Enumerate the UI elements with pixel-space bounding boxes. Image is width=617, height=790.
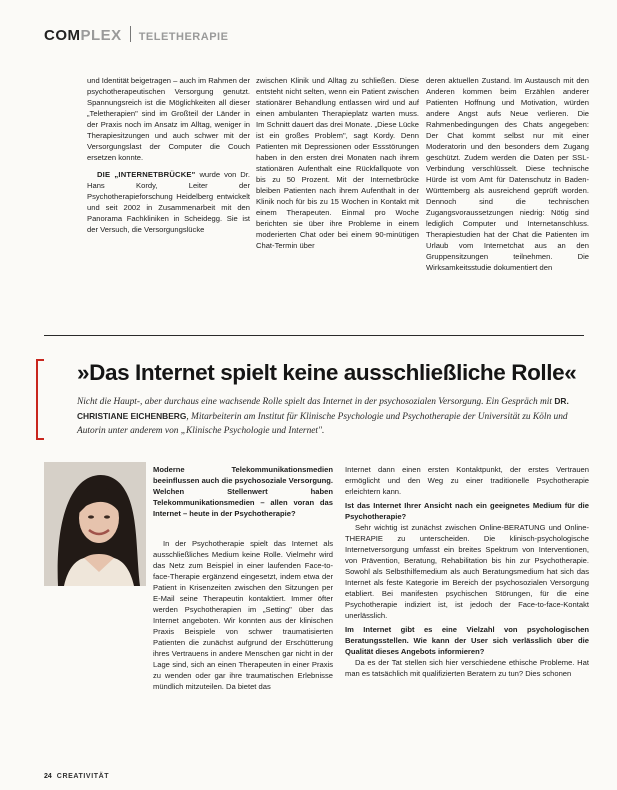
- top-column-1: [87, 75, 250, 235]
- top-col1-paragraph-1: und Identität beigetragen – auch im Rahmen der psychotherapeutischen Versorgung genutzt. Spannungsreich ist die Möglichkeiten all dieser „Teletherapien" sind im Großteil der Länder in der Praxis noch im Ansatz im Alltag, weniger in Therapiesitzungen und auch schwer mit der Versorgungslast der Computer die Couch ersetzen konnte.: [87, 76, 250, 162]
- answer-3: Da es der Tat stellen sich hier verschiedene ethische Probleme. Hat man es tatsächlich mit qualifizierten Beratern zu tun? Dies schonen: [345, 658, 589, 678]
- interviewee-name: DR. CHRISTIANE EICHENBERG: [77, 396, 569, 421]
- lead-text-2: , Mitarbeiterin am Institut für Klinische Psychologie und Psychotherapie der Universität zu Köln und Autorin unter anderem von „Klinische Psychologie und Internet".: [77, 412, 568, 436]
- question-2: Ist das Internet Ihrer Ansicht nach ein geeignetes Medium für die Psychotherapie?: [345, 501, 589, 521]
- answer-1-continued: Internet dann einen ersten Kontaktpunkt, der erstes Vertrauen ermöglicht und den Weg zu einer traditionelle Psychotherapie erleichtern kann.: [345, 465, 589, 496]
- article-title: »Das Internet spielt keine ausschließliche Rolle«: [77, 360, 577, 385]
- magazine-name: CREATIVITÄT: [56, 773, 110, 780]
- header-divider: [130, 26, 131, 42]
- interview-column-1-top: [153, 464, 333, 519]
- magazine-brand: [44, 27, 122, 44]
- top-col3-paragraph-1: deren aktuellen Zustand. Im Austausch mit den Anderen kommen beim Erzählen anderer Patienten Hoffnung und Motivation, würden andere Angst aufs Neue verlieren. Die Rahmenbedingungen des Chats angegeben: Der Chat kommt selbst nur mit einer Moderatorin und den besonders dem Zugang geschützt. Zudem werden die Daten per SSL-Verbindung verschlüsselt. Diese technische Hürde ist vom Amt für Datenschutz in Baden-Württemberg als ausreichend geprüft worden. Dennoch sind die technischen Zugangsvoraussetzungen niedrig: Nötig sind lediglich Computer und Internetanschluss. Therapiestudien hat der Chat die Patienten im Urlaub vom Internetchat aus an den Gruppensitzungen teilnehmen. Die Wirksamkeitsstudie dokumentiert den: [426, 76, 589, 272]
- article-lead: [77, 394, 587, 438]
- red-bracket-marker: [36, 359, 44, 440]
- interview-column-2: [345, 464, 589, 679]
- brand-dark: COM: [44, 27, 81, 44]
- brand-light: PLEX: [80, 27, 122, 44]
- section-rule: [44, 335, 584, 336]
- top-col2-paragraph-1: zwischen Klinik und Alltag zu schließen. Diese entsteht nicht selten, wenn ein Patient zwischen stationärer Behandlung entlassen wird und auf einen ambulanten Therapieplatz warten muss. Im Schnitt dauert das drei Monate. „Diese Lücke ist ein großes Problem", sagt Kordy. Denn Patienten mit Depressionen oder Essstörungen haben in den ersten drei Monaten nach ihrem stationären Aufenthalt eine Rückfallquote von bis zu 50 Prozent. Mit der Internetbrücke bleiben Patienten nach ihrem Aufenthalt in der Klinik noch für bis zu 15 Wochen in Kontakt mit einem Therapeuten. Einmal pro Woche berichten sie über ihre Probleme in einem moderierten Chat oder bei einem 90-minütigen Chat-Termin über: [256, 76, 419, 250]
- question-1: Moderne Telekommunikationsmedien beeinflussen auch die psychosoziale Versorgung. Welchen Stellenwert haben Telekommunikationsmedien – allen voran das Internet – heute in der Psychotherapie?: [153, 465, 333, 518]
- page-header: [44, 24, 228, 44]
- top-col1-paragraph-2: [87, 169, 250, 235]
- page-footer: [44, 773, 109, 780]
- interview-column-1-answer: [44, 538, 333, 692]
- top-column-2: [256, 75, 419, 251]
- page-number: 24: [44, 773, 52, 780]
- top-col1-paragraph-2-text: wurde von Dr. Hans Kordy, Leiter der Psychotherapieforschung Heidelberg entwickelt und seit 2002 in Zusammenarbeit mit den Panorama Fachkliniken in Scheidegg. Sie ist der Versuch, die Versorgungslücke: [87, 170, 250, 234]
- answer-1: In der Psychotherapie spielt das Internet als ausschließliches Medium keine Rolle. Vielmehr wird das Netz zum Beispiel in einer laufenden Face-to-face-Therapie ergänzend eingesetzt, indem etwa der Patient in Krisenzeiten zwischen den Sitzungen per E-Mail seine Therapeutin kontaktiert. Immer öfter werden Psychotherapien im „Setting" über das Internet angeboten. Wir konnten aus der klinischen Praxis Beispiele von schwer traumatisierten Patienten die zunächst aufgrund der Erschütterung ihres Vertrauens in andere Menschen gar nicht in der Lage sind, sich an einen Therapeuten in einer Praxis zu wenden oder gar ihre traumatischen Erlebnisse mündlich mitzuteilen. Da bietet das: [153, 539, 333, 691]
- answer-2: Sehr wichtig ist zunächst zwischen Online-BERATUNG und Online-THERAPIE zu unterscheiden. Die klinisch-psychologische Internetversorgung umfasst ein breites Spektrum von Interventionen, von Prävention, Beratung, Rehabilitation bis hin zur Psychotherapie. Sowohl als Selbsthilfemedium als auch Beratungsmedium hat sich das Internet als feste Kategorie im Bereich der psychosozialen Versorgung etabliert. Bei manifesten psychischen Störungen, für die eine Psychotherapie indiziert ist, ist jedoch der Face-to-face-Kontakt unerlässlich.: [345, 523, 589, 620]
- section-label: TELETHERAPIE: [138, 31, 229, 43]
- lead-text-1: Nicht die Haupt-, aber durchaus eine wachsende Rolle spielt das Internet in der psychosozialen Versorgung. Ein Gespräch mit: [77, 397, 555, 407]
- top-column-3: [426, 75, 589, 273]
- internetbruecke-lead: DIE „INTERNETBRÜCKE": [97, 170, 196, 179]
- question-3: Im Internet gibt es eine Vielzahl von psychologischen Beratungsstellen. Wie kann der User sich verlässlich über die Qualität dieses Angebots informieren?: [345, 625, 589, 656]
